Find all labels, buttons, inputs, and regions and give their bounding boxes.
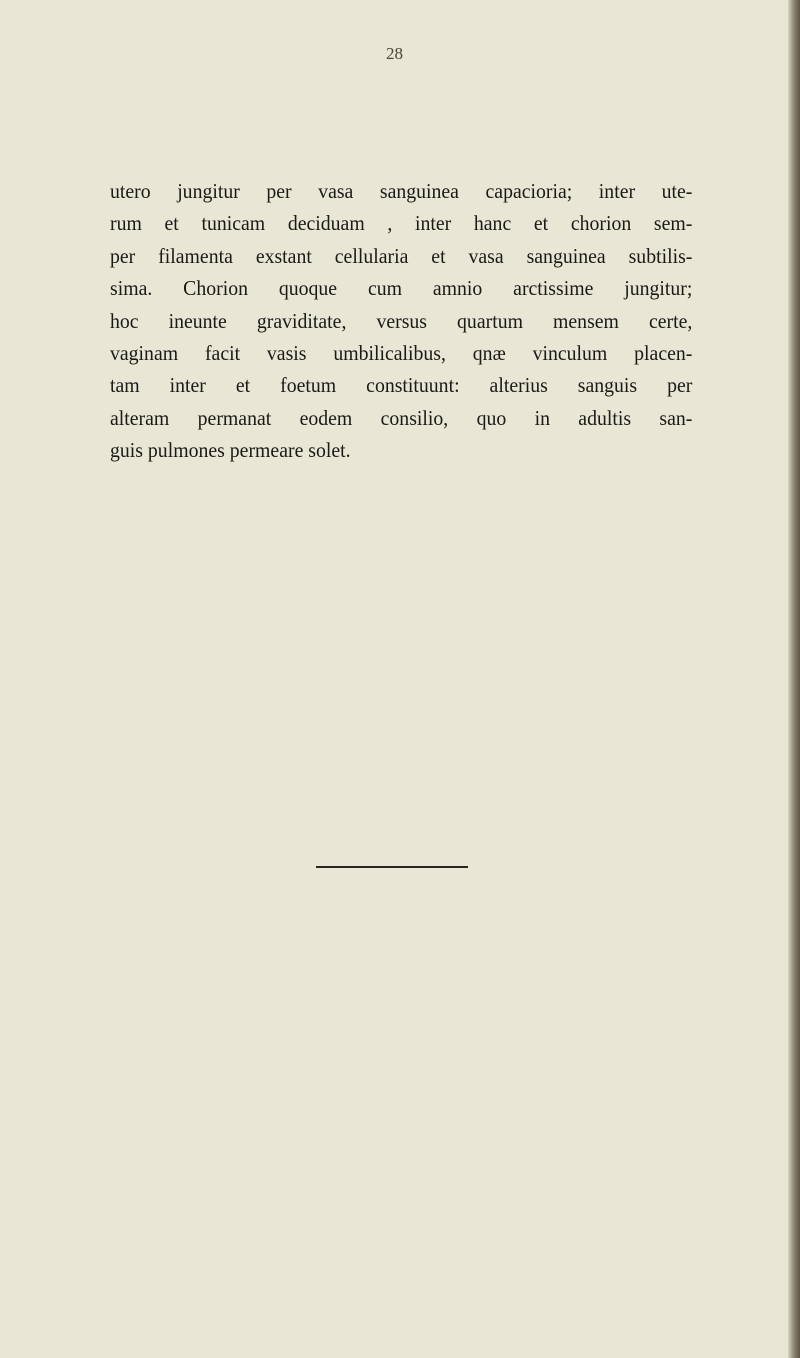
page-number: 28 — [386, 44, 403, 63]
text-line: sima. Chorion quoque cum amnio arctissime jungitur; — [110, 276, 693, 301]
body-paragraph — [110, 175, 692, 467]
text-line: alteram permanat eodem consilio, quo in adultis san- — [110, 405, 693, 430]
text-line: per filamenta exstant cellularia et vasa sanguinea subtilis- — [110, 243, 693, 268]
section-divider — [316, 866, 468, 868]
page-edge-shadow — [788, 0, 800, 1358]
text-line: hoc ineunte graviditate, versus quartum mensem certe, — [110, 308, 693, 333]
text-line: rum et tunicam deciduam , inter hanc et chorion sem- — [110, 211, 693, 236]
text-line: tam inter et foetum constituunt: alterius sanguis per — [110, 373, 693, 398]
text-line: vaginam facit vasis umbilicalibus, qnæ vinculum placen- — [110, 340, 693, 365]
text-line: utero jungitur per vasa sanguinea capacioria; inter ute- — [110, 179, 693, 203]
text-line: guis pulmones permeare solet. — [110, 438, 351, 463]
